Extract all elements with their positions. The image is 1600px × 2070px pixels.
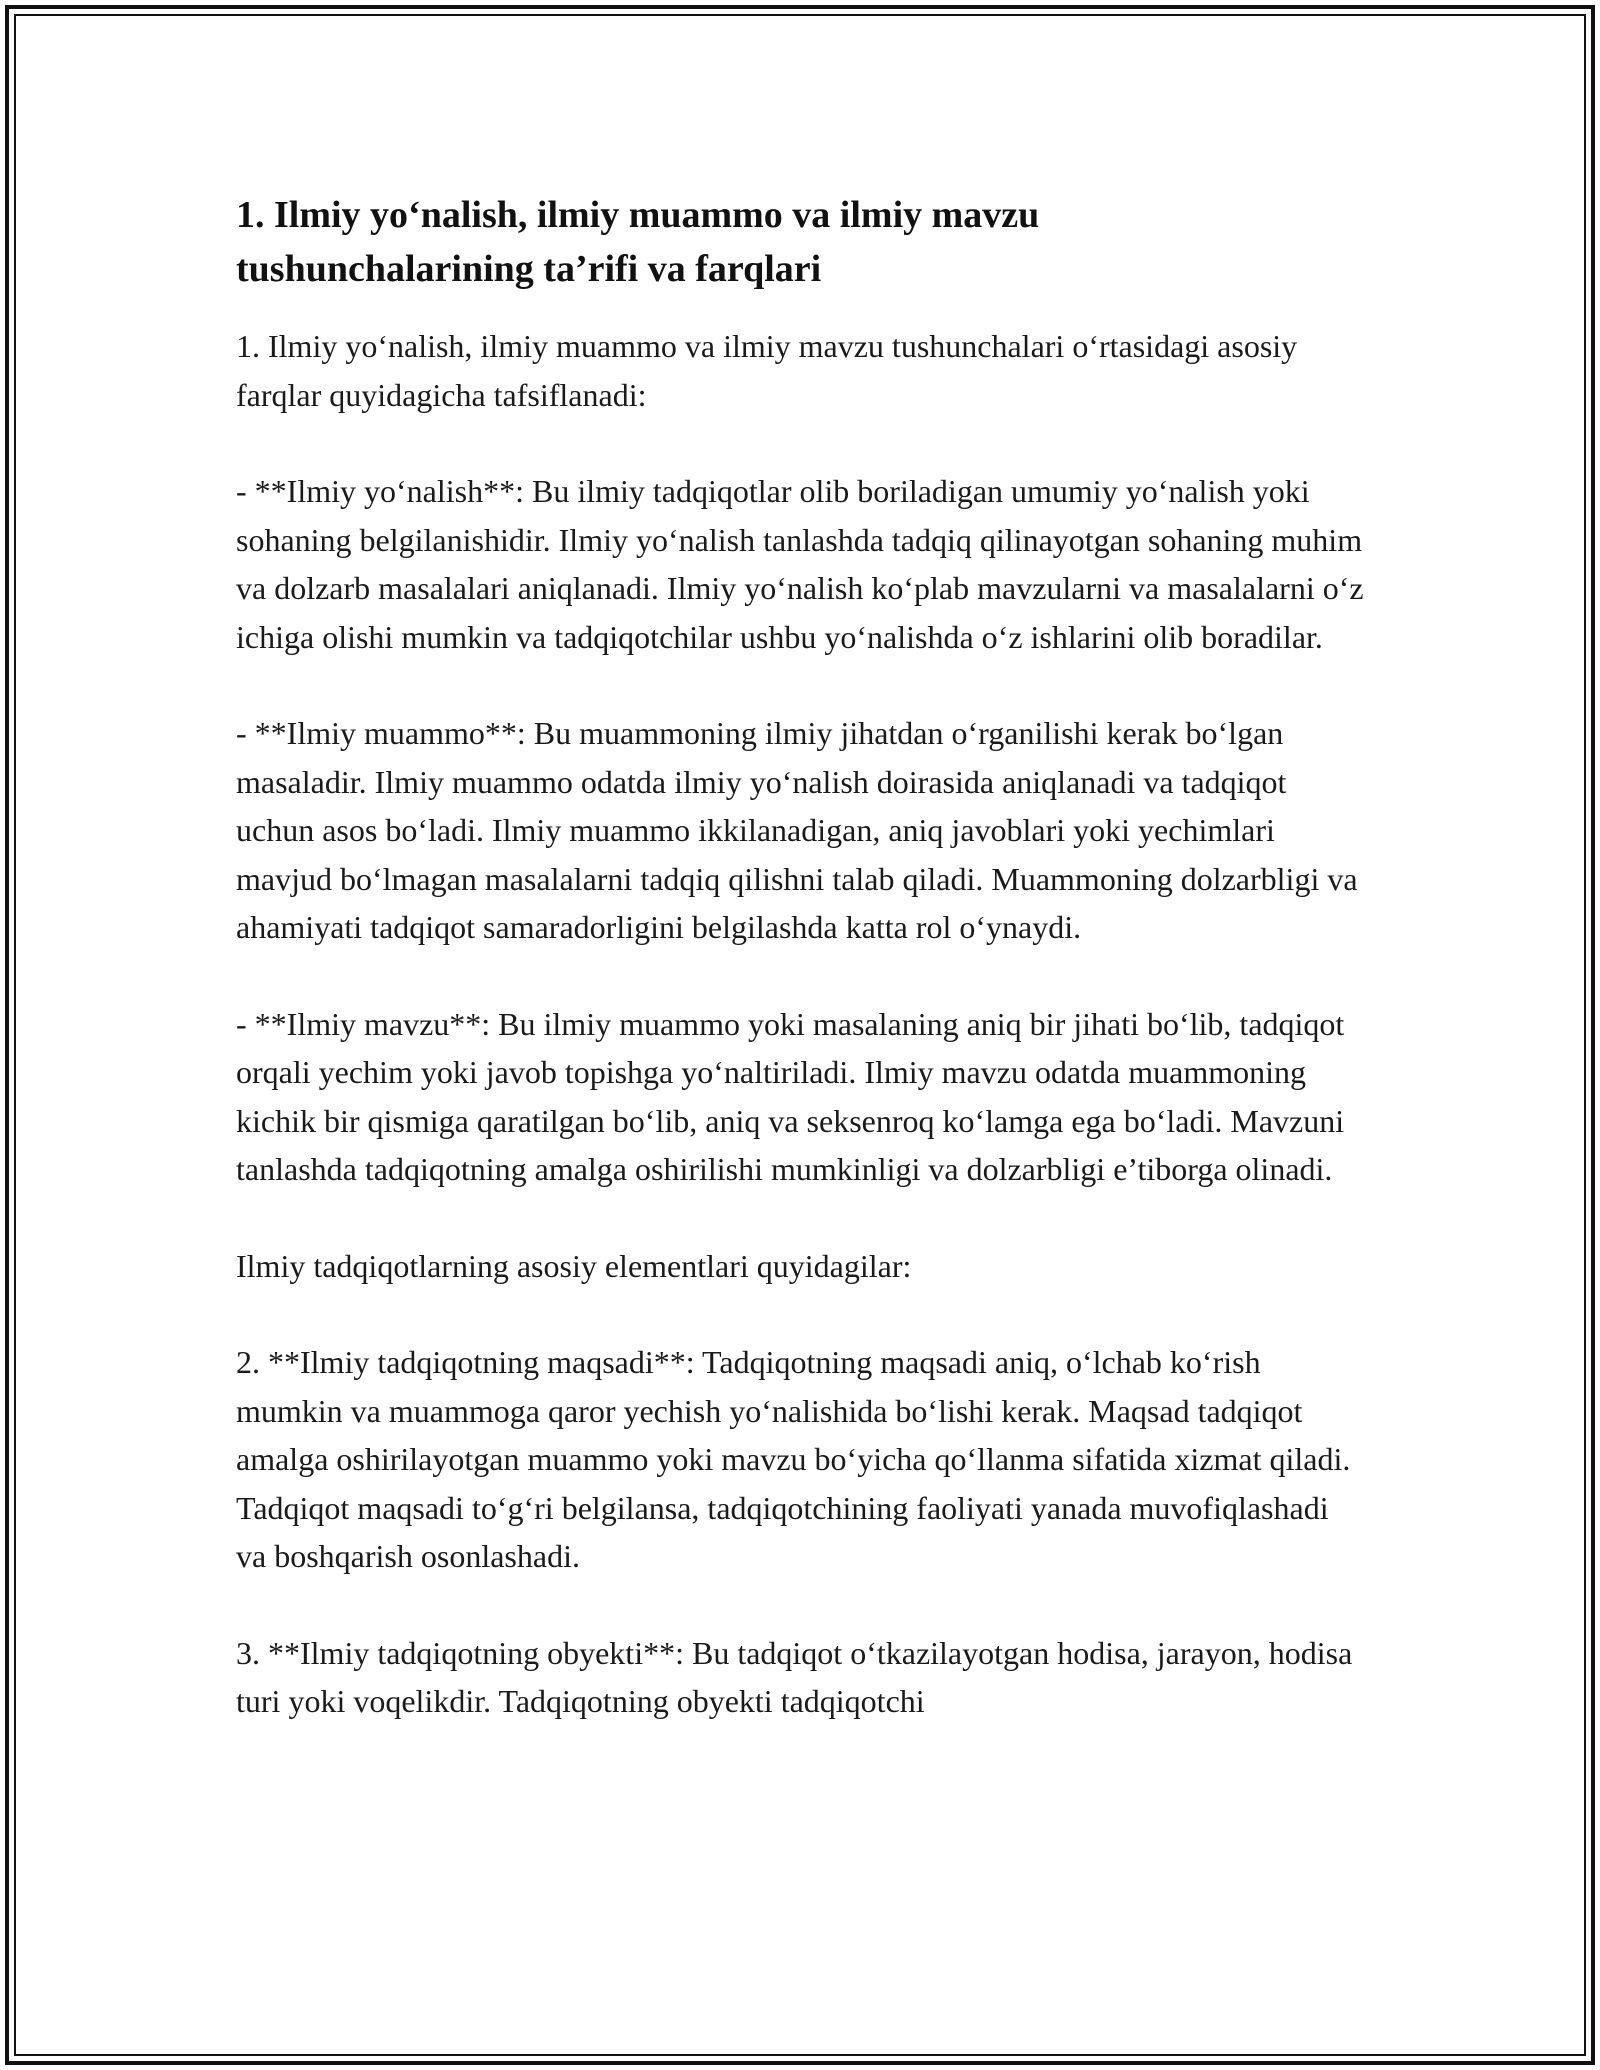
title-line-1: 1. Ilmiy yo‘nalish, ilmiy muammo va ilmiy mavzu — [236, 194, 1040, 236]
paragraph-obyekt: 3. **Ilmiy tadqiqotning obyekti**: Bu tadqiqot o‘tkazilayotgan hodisa, jarayon, hodisa turi yoki voqelikdir. Tadqiqotning obyekti tadqiqotchi — [236, 1634, 1353, 1719]
document-title — [236, 188, 1366, 296]
document-body — [236, 188, 1366, 1726]
title-line-2: tushunchalarining ta’rifi va farqlari — [236, 248, 822, 290]
paragraph-elements-intro: Ilmiy tadqiqotlarning asosiy elementlari quyidagilar: — [236, 1247, 912, 1284]
paragraph-ilmiy-yonalish: - **Ilmiy yo‘nalish**: Bu ilmiy tadqiqotlar olib boriladigan umumiy yo‘nalish yoki sohaning belgilanishidir. Ilmiy yo‘nalish tanlashda tadqiq qilinayotgan sohaning muhim va dolzarb masalalari aniqlanadi. Ilmiy yo‘nalish ko‘plab mavzularni va masalalarni o‘z ichiga olishi mumkin va tadqiqotchilar ushbu yo‘nalishda o‘z ishlarini olib boradilar. — [236, 473, 1364, 655]
paragraph-intro: 1. Ilmiy yo‘nalish, ilmiy muammo va ilmiy mavzu tushunchalari o‘rtasidagi asosiy farqlar quyidagicha tafsiflanadi: — [236, 328, 1298, 413]
paragraph-ilmiy-muammo: - **Ilmiy muammo**: Bu muammoning ilmiy jihatdan o‘rganilishi kerak bo‘lgan masaladir. Ilmiy muammo odatda ilmiy yo‘nalish doirasida aniqlanadi va tadqiqot uchun asos bo‘ladi. Ilmiy muammo ikkilanadigan, aniq javoblari yoki yechimlari mavjud bo‘lmagan masalalarni tadqiq qilishni talab qiladi. Muammoning dolzarbligi va ahamiyati tadqiqot samaradorligini belgilashda katta rol o‘ynaydi. — [236, 715, 1358, 945]
paragraph-maqsad: 2. **Ilmiy tadqiqotning maqsadi**: Tadqiqotning maqsadi aniq, o‘lchab ko‘rish mumkin va muammoga qaror yechish yo‘nalishida bo‘lishi kerak. Maqsad tadqiqot amalga oshirilayotgan muammo yoki mavzu bo‘yicha qo‘llanma sifatida xizmat qiladi. Tadqiqot maqsadi to‘g‘ri belgilansa, tadqiqotchining faoliyati yanada muvofiqlashadi va boshqarish osonlashadi. — [236, 1344, 1351, 1574]
paragraph-ilmiy-mavzu: - **Ilmiy mavzu**: Bu ilmiy muammo yoki masalaning aniq bir jihati bo‘lib, tadqiqot orqali yechim yoki javob topishga yo‘naltiriladi. Ilmiy mavzu odatda muammoning kichik bir qismiga qaratilgan bo‘lib, aniq va seksenroq ko‘lamga ega bo‘ladi. Mavzuni tanlashda tadqiqotning amalga oshirilishi mumkinligi va dolzarbligi e’tiborga olinadi. — [236, 1005, 1345, 1187]
